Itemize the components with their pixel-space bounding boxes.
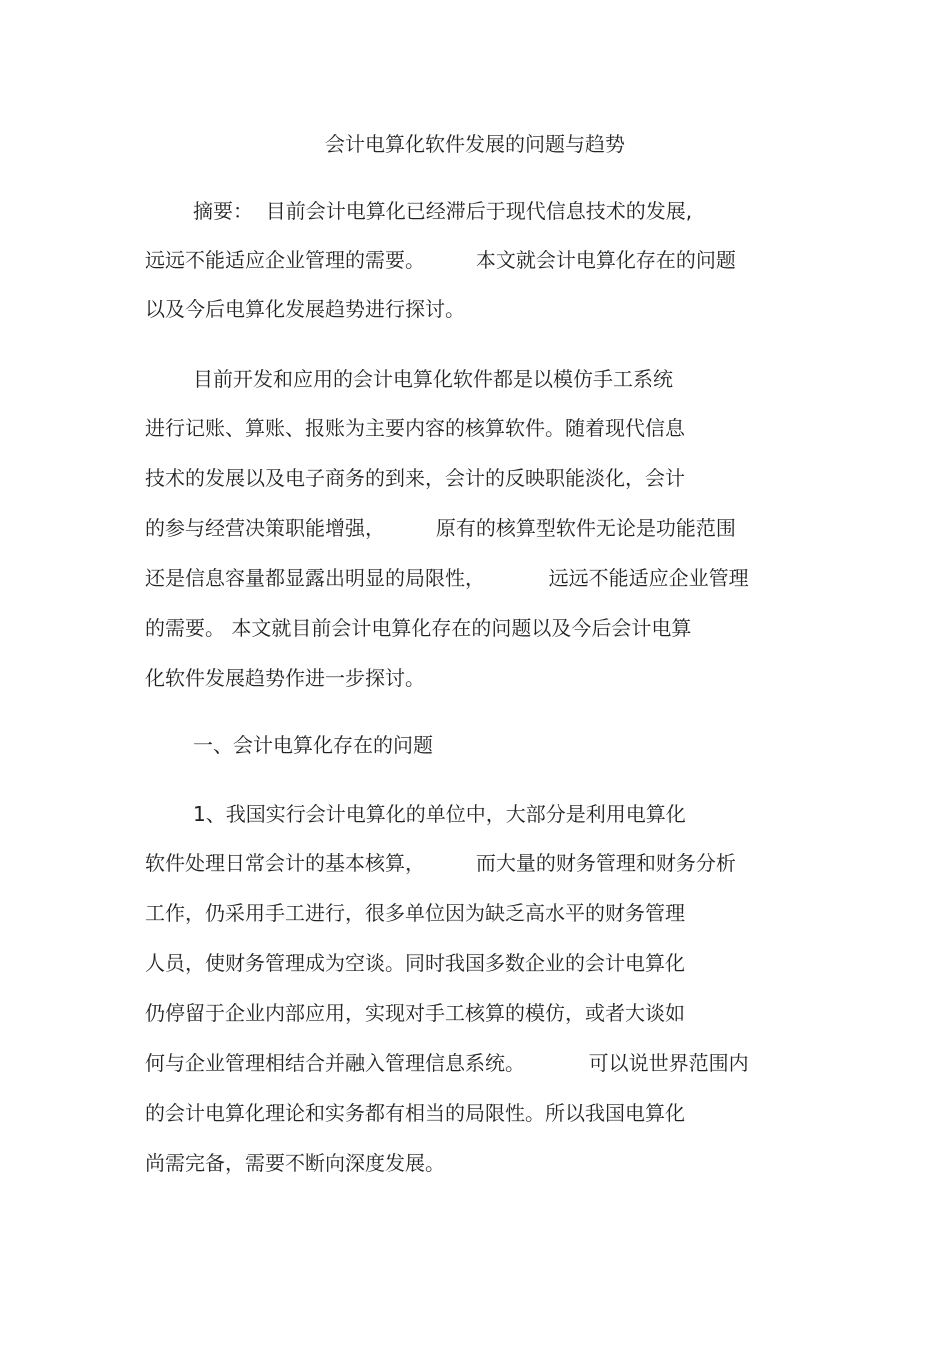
document-title: 会计电算化软件发展的问题与趋势 [325,132,625,156]
section-1-line-5: 仍停留于企业内部应用，实现对手工核算的模仿，或者大谈如 [145,1001,685,1025]
intro-line-2: 进行记账、算账、报账为主要内容的核算软件。随着现代信息 [145,416,685,440]
section-1-line-7: 的会计电算化理论和实务都有相当的局限性。所以我国电算化 [145,1101,685,1125]
intro-line-3: 技术的发展以及电子商务的到来，会计的反映职能淡化，会计 [145,466,685,490]
section-1-line-8: 尚需完备，需要不断向深度发展。 [145,1151,445,1175]
intro-line-7: 化软件发展趋势作进一步探讨。 [145,666,425,690]
abstract-line-2: 远远不能适应企业管理的需要。 本文就会计电算化存在的问题 [145,248,736,272]
section-1-line-1: 1、我国实行会计电算化的单位中，大部分是利用电算化 [193,802,686,826]
intro-line-6: 的需要。 本文就目前会计电算化存在的问题以及今后会计电算 [145,616,692,640]
section-1-line-6: 何与企业管理相结合并融入管理信息系统。 可以说世界范围内 [145,1051,749,1075]
intro-line-4: 的参与经营决策职能增强， 原有的核算型软件无论是功能范围 [145,516,736,540]
section-1-line-2: 软件处理日常会计的基本核算， 而大量的财务管理和财务分析 [145,851,736,875]
abstract-line-3: 以及今后电算化发展趋势进行探讨。 [145,297,465,321]
section-1-line-3: 工作，仍采用手工进行，很多单位因为缺乏高水平的财务管理 [145,901,685,925]
section-1-line-4: 人员，使财务管理成为空谈。同时我国多数企业的会计电算化 [145,951,685,975]
intro-line-5: 还是信息容量都显露出明显的局限性， 远远不能适应企业管理 [145,566,749,590]
abstract-line-1: 摘要： 目前会计电算化已经滞后于现代信息技术的发展, [193,199,693,223]
intro-line-1: 目前开发和应用的会计电算化软件都是以模仿手工系统 [193,367,673,391]
section-1-heading: 一、会计电算化存在的问题 [193,733,433,757]
